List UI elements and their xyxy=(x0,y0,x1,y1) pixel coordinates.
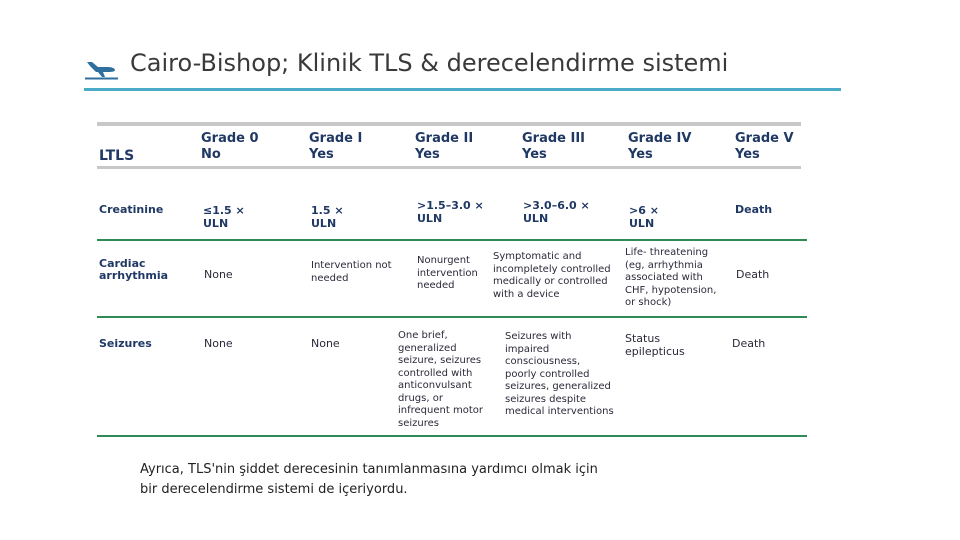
header-grade-5: Grade V Yes xyxy=(735,131,794,162)
header-grade-2: Grade II Yes xyxy=(415,131,474,162)
header-grade-0: Grade 0 No xyxy=(201,131,259,162)
cardiac-grade-2: Nonurgent intervention needed xyxy=(417,255,478,291)
cardiac-grade-3: Symptomatic and incompletely controlled medically or controlled with a device xyxy=(493,251,611,300)
cardiac-grade-5: Death xyxy=(736,268,770,281)
cardiac-grade-0: None xyxy=(204,268,233,281)
footnote-text: Ayrıca, TLS'nin şiddet derecesinin tanımlanmasına yardımcı olmak için bir derecelendirme sistemi de içeriyordu. xyxy=(140,462,598,497)
creatinine-grade-0: ≤1.5 × ULN xyxy=(203,204,245,230)
seizures-grade-2: One brief, generalized seizure, seizures controlled with anticonvulsant drugs, or infrequent motor seizures xyxy=(398,330,483,429)
seizures-grade-1: None xyxy=(311,337,340,350)
header-grade-3: Grade III Yes xyxy=(522,131,586,162)
table-top-border xyxy=(97,122,801,126)
creatinine-grade-2: >1.5–3.0 × ULN xyxy=(417,199,484,225)
header-grade-1: Grade I Yes xyxy=(309,131,363,162)
slide-title-row xyxy=(84,48,844,88)
row-label-creatinine: Creatinine xyxy=(99,203,164,216)
creatinine-grade-1: 1.5 × ULN xyxy=(311,204,344,230)
row-label-cardiac-arrhythmia: Cardiac arrhythmia xyxy=(99,257,169,282)
seizures-grade-0: None xyxy=(204,337,233,350)
seizures-grade-3: Seizures with impaired consciousness, poorly controlled seizures, generalized seizures despite medical interventions xyxy=(505,331,614,417)
seizures-grade-4: Status epilepticus xyxy=(625,332,685,358)
header-ltls: LTLS xyxy=(99,148,135,164)
header-bottom-border xyxy=(97,166,801,169)
row-label-seizures: Seizures xyxy=(99,337,152,350)
creatinine-grade-4: >6 × ULN xyxy=(629,204,659,230)
seizures-grade-5: Death xyxy=(732,337,766,350)
slide-title: Cairo-Bishop; Klinik TLS & derecelendirme sistemi xyxy=(130,49,729,77)
tls-grading-table xyxy=(97,122,807,442)
creatinine-grade-3: >3.0–6.0 × ULN xyxy=(523,199,590,225)
cardiac-grade-4: Life- threatening (eg, arrhythmia associated with CHF, hypotension, or shock) xyxy=(625,247,717,308)
table-bottom-border xyxy=(97,435,807,437)
title-underline xyxy=(84,88,841,91)
row-divider xyxy=(97,239,807,241)
cardiac-grade-1: Intervention not needed xyxy=(311,260,392,284)
header-grade-4: Grade IV Yes xyxy=(628,131,692,162)
row-divider xyxy=(97,316,807,318)
creatinine-grade-5: Death xyxy=(735,203,773,216)
airplane-landing-icon xyxy=(84,56,122,80)
